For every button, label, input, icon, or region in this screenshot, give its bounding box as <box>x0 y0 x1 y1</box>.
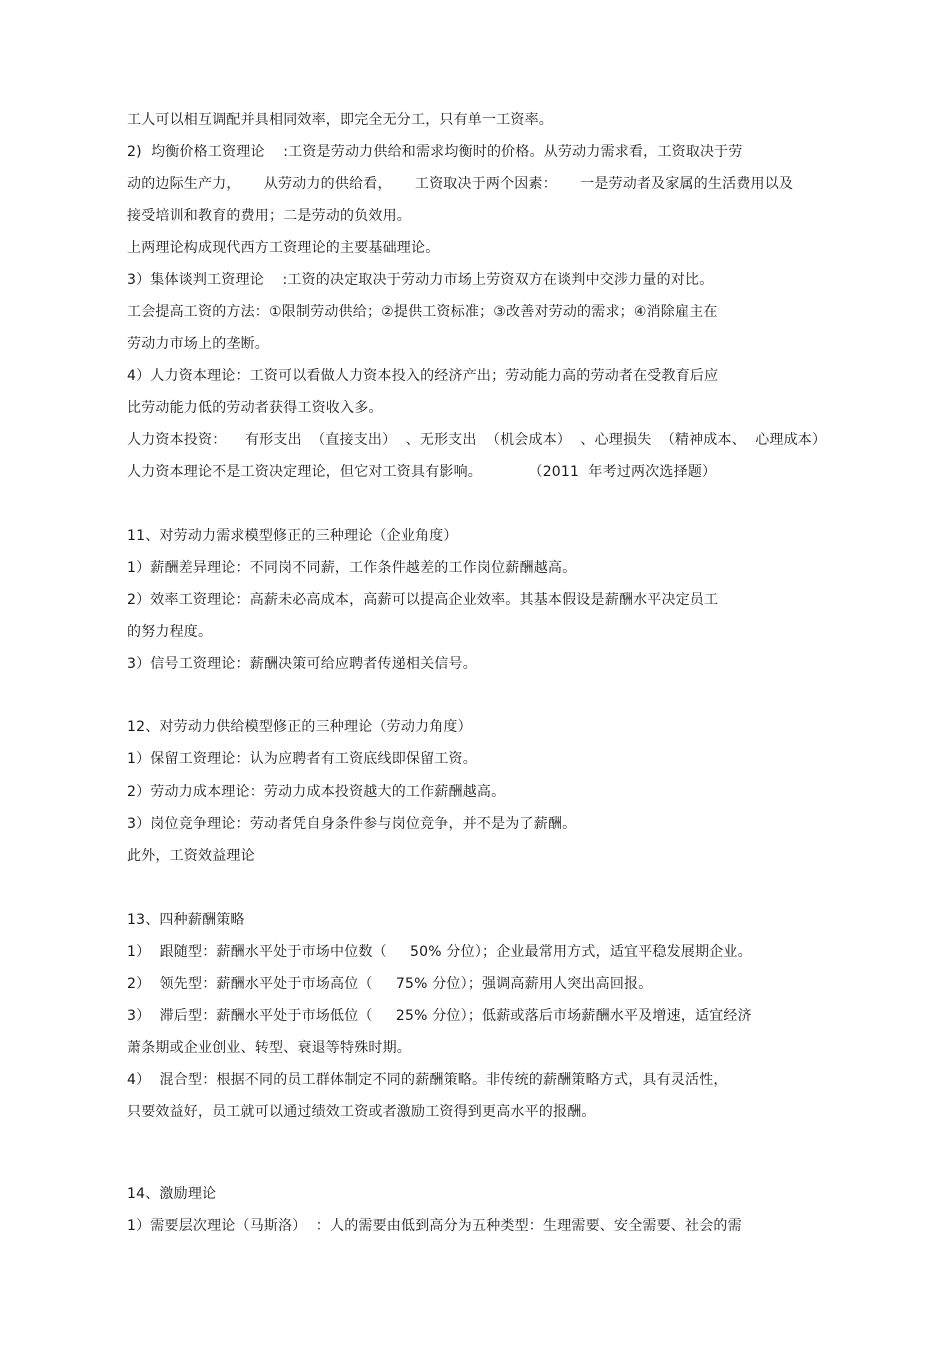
text-line: 比劳动能力低的劳动者获得工资收入多。 <box>127 400 383 416</box>
text-line: 工会提高工资的方法：①限制劳动供给；②提供工资标准；③改善对劳动的需求；④消除雇主在 <box>127 304 718 320</box>
text-line: 1）保留工资理论：认为应聘者有工资底线即保留工资。 <box>127 751 477 767</box>
text-line: 动的边际生产力， 从劳动力的供给看， 工资取决于两个因素： 一是劳动者及家属的生活费用以及 <box>127 176 794 192</box>
text-line: 3） 滞后型：薪酬水平处于市场低位（ 25% 分位）；低薪或落后市场薪酬水平及增速，适宜经济 <box>127 1008 752 1024</box>
text-line: 人力资本投资： 有形支出 （直接支出） 、无形支出 （机会成本） 、心理损失 （精神成本、 心理成本） <box>127 432 827 448</box>
text-line: 上两理论构成现代西方工资理论的主要基础理论。 <box>127 240 440 256</box>
text-line: 接受培训和教育的费用；二是劳动的负效用。 <box>127 208 411 224</box>
text-line: 2） 领先型：薪酬水平处于市场高位（ 75% 分位）；强调高薪用人突出高回报。 <box>127 976 653 992</box>
text-line: 1） 跟随型：薪酬水平处于市场中位数（ 50% 分位）；企业最常用方式，适宜平稳发展期企业。 <box>127 944 752 960</box>
text-line: 1）需要层次理论（马斯洛） ：人的需要由低到高分为五种类型：生理需要、安全需要、社会的需 <box>127 1218 742 1234</box>
text-line: 4） 混合型：根据不同的员工群体制定不同的薪酬策略。非传统的薪酬策略方式，具有灵活性， <box>127 1072 728 1088</box>
section-heading: 14、激励理论 <box>127 1186 217 1202</box>
text-line: 1）薪酬差异理论：不同岗不同薪，工作条件越差的工作岗位薪酬越高。 <box>127 560 577 576</box>
section-heading: 12、对劳动力供给模型修正的三种理论（劳动力角度） <box>127 719 472 735</box>
text-line: 2）劳动力成本理论：劳动力成本投资越大的工作薪酬越高。 <box>127 784 506 800</box>
text-line: 2）效率工资理论：高薪未必高成本，高薪可以提高企业效率。其基本假设是薪酬水平决定员工 <box>127 592 719 608</box>
text-line: 2) 均衡价格工资理论 :工资是劳动力供给和需求均衡时的价格。从劳动力需求看，工资取决于劳 <box>127 144 743 160</box>
text-line: 3）岗位竞争理论：劳动者凭自身条件参与岗位竞争，并不是为了薪酬。 <box>127 816 577 832</box>
text-line: 劳动力市场上的垄断。 <box>127 336 269 352</box>
text-line: 人力资本理论不是工资决定理论，但它对工资具有影响。 （2011 年考过两次选择题） <box>127 464 717 480</box>
text-line: 的努力程度。 <box>127 624 213 640</box>
text-line: 萧条期或企业创业、转型、衰退等特殊时期。 <box>127 1040 411 1056</box>
section-heading: 11、对劳动力需求模型修正的三种理论（企业角度） <box>127 528 458 544</box>
text-line: 工人可以相互调配并具相同效率，即完全无分工，只有单一工资率。 <box>127 112 553 128</box>
text-line: 3）信号工资理论：薪酬决策可给应聘者传递相关信号。 <box>127 656 477 672</box>
text-line: 4）人力资本理论：工资可以看做人力资本投入的经济产出；劳动能力高的劳动者在受教育后应 <box>127 368 719 384</box>
text-line: 3）集体谈判工资理论 :工资的决定取决于劳动力市场上劳资双方在谈判中交涉力量的对比。 <box>127 272 714 288</box>
section-heading: 13、四种薪酬策略 <box>127 912 245 928</box>
text-line: 只要效益好，员工就可以通过绩效工资或者激励工资得到更高水平的报酬。 <box>127 1104 596 1120</box>
text-line: 此外，工资效益理论 <box>127 848 255 864</box>
